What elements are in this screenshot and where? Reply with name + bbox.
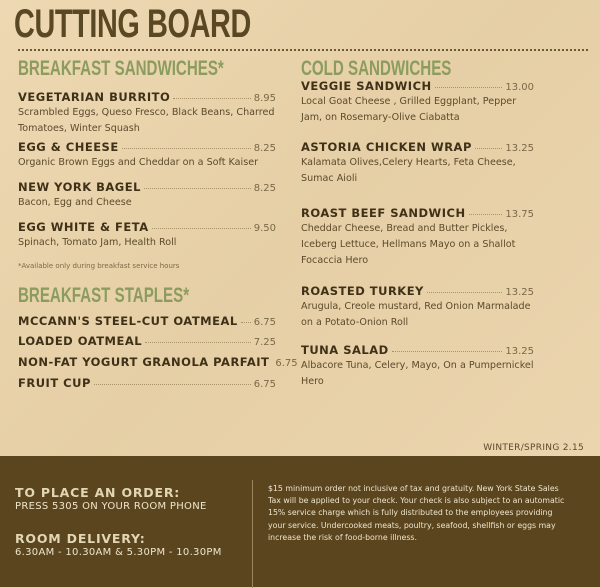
menu-item-row	[301, 140, 534, 154]
dot-leader	[152, 228, 251, 229]
menu-item-row	[18, 314, 276, 328]
item-description: Kalamata Olives,Celery Hearts, Feta Cheese, Sumac Aioli	[301, 157, 516, 184]
item-price: 13.25	[505, 346, 534, 357]
item-description: Cheddar Cheese, Bread and Butter Pickles, Iceberg Lettuce, Hellmans Mayo on a Shallot Focaccia Hero	[301, 223, 516, 266]
item-name: VEGGIE SANDWICH	[301, 79, 432, 93]
menu-item-row	[18, 140, 276, 154]
menu-item	[18, 90, 276, 137]
item-price: 9.50	[253, 223, 276, 234]
item-name: NEW YORK BAGEL	[18, 180, 141, 194]
item-name: FRUIT CUP	[18, 376, 91, 390]
item-description: Bacon, Egg and Cheese	[18, 197, 132, 208]
item-name: ASTORIA CHICKEN WRAP	[301, 140, 472, 154]
footer-divider	[252, 480, 253, 588]
menu-item-row	[18, 180, 276, 194]
item-name: ROAST BEEF SANDWICH	[301, 206, 466, 220]
menu-item-row	[301, 206, 534, 220]
item-name: EGG WHITE & FETA	[18, 220, 149, 234]
item-name: LOADED OATMEAL	[18, 334, 143, 348]
menu-item	[301, 284, 534, 331]
menu-item	[18, 376, 276, 390]
item-description: Organic Brown Eggs and Cheddar on a Soft Kaiser	[18, 157, 259, 168]
item-description: Local Goat Cheese , Grilled Eggplant, Pepper Jam, on Rosemary-Olive Ciabatta	[301, 96, 517, 123]
item-name: MCCANN'S STEEL-CUT OATMEAL	[18, 314, 238, 328]
item-description: Spinach, Tomato Jam, Health Roll	[18, 237, 177, 248]
menu-item	[301, 343, 534, 390]
dot-leader	[475, 148, 502, 149]
menu-title: CUTTING BOARD	[14, 2, 251, 46]
menu-item-row	[18, 376, 276, 390]
item-price: 8.25	[253, 143, 276, 154]
menu-item-row	[18, 220, 276, 234]
footer	[0, 456, 600, 587]
item-price: 7.25	[253, 337, 276, 348]
section-heading-breakfast-staples: BREAKFAST STAPLES*	[18, 284, 190, 307]
dot-leader	[173, 98, 250, 99]
item-price: 8.25	[253, 183, 276, 194]
item-price: 13.00	[505, 82, 534, 93]
menu-item-row	[301, 343, 534, 357]
delivery-heading: ROOM DELIVERY:	[15, 531, 146, 546]
dot-leader	[392, 351, 503, 352]
dot-leader	[94, 384, 251, 385]
menu-item-row	[18, 334, 276, 348]
delivery-text: 6.30AM - 10.30AM & 5.30PM - 10.30PM	[15, 547, 222, 558]
dot-leader	[427, 292, 502, 293]
item-price: 6.75	[275, 358, 298, 369]
item-name: VEGETARIAN BURRITO	[18, 90, 171, 104]
menu-item-row	[18, 355, 298, 369]
dot-leader	[435, 87, 503, 88]
section-heading-breakfast-sandwiches: BREAKFAST SANDWICHES*	[18, 57, 224, 80]
item-description: Arugula, Creole mustard, Red Onion Marmalade on a Potato-Onion Roll	[301, 301, 531, 328]
item-price: 6.75	[253, 379, 276, 390]
item-price: 13.75	[505, 209, 534, 220]
menu-item-row	[18, 90, 276, 104]
item-price: 13.25	[505, 143, 534, 154]
item-name: TUNA SALAD	[301, 343, 389, 357]
item-name: EGG & CHEESE	[18, 140, 119, 154]
item-name: ROASTED TURKEY	[301, 284, 424, 298]
dot-leader	[122, 148, 251, 149]
menu-item	[18, 220, 276, 251]
item-description: Scrambled Eggs, Queso Fresco, Black Beans, Charred Tomatoes, Winter Squash	[18, 107, 275, 134]
menu-item	[18, 314, 276, 328]
dot-leader	[241, 322, 251, 323]
legal-text: $15 minimum order not inclusive of tax and gratuity. New York State Sales Tax will be applied to your check. Your check is also subject to an automatic 15% service charge which is fully distributed to the employees providing your service. Undercooked meats, poultry, seafood, shellfish or eggs may increase the risk of food-borne illness.	[268, 484, 565, 542]
menu-item	[301, 206, 534, 269]
menu-item	[301, 79, 534, 126]
dotted-divider	[18, 49, 588, 51]
order-heading: TO PLACE AN ORDER:	[15, 485, 181, 500]
season-label: WINTER/SPRING 2.15	[483, 443, 584, 453]
order-text: PRESS 5305 ON YOUR ROOM PHONE	[15, 501, 207, 512]
item-description: Albacore Tuna, Celery, Mayo, On a Pumpernickel Hero	[301, 360, 534, 387]
menu-item	[18, 180, 276, 211]
item-name: NON-FAT YOGURT GRANOLA PARFAIT	[18, 355, 270, 369]
menu-item	[301, 140, 534, 187]
menu-item	[18, 140, 276, 171]
menu-item-row	[301, 284, 534, 298]
breakfast-note: *Available only during breakfast service hours	[18, 262, 180, 270]
menu-item	[18, 355, 298, 369]
item-price: 8.95	[253, 93, 276, 104]
dot-leader	[469, 214, 503, 215]
item-price: 6.75	[253, 317, 276, 328]
dot-leader	[144, 188, 251, 189]
section-heading-cold-sandwiches: COLD SANDWICHES	[301, 57, 452, 80]
menu-item	[18, 334, 276, 348]
item-price: 13.25	[505, 287, 534, 298]
menu-item-row	[301, 79, 534, 93]
dot-leader	[145, 342, 251, 343]
